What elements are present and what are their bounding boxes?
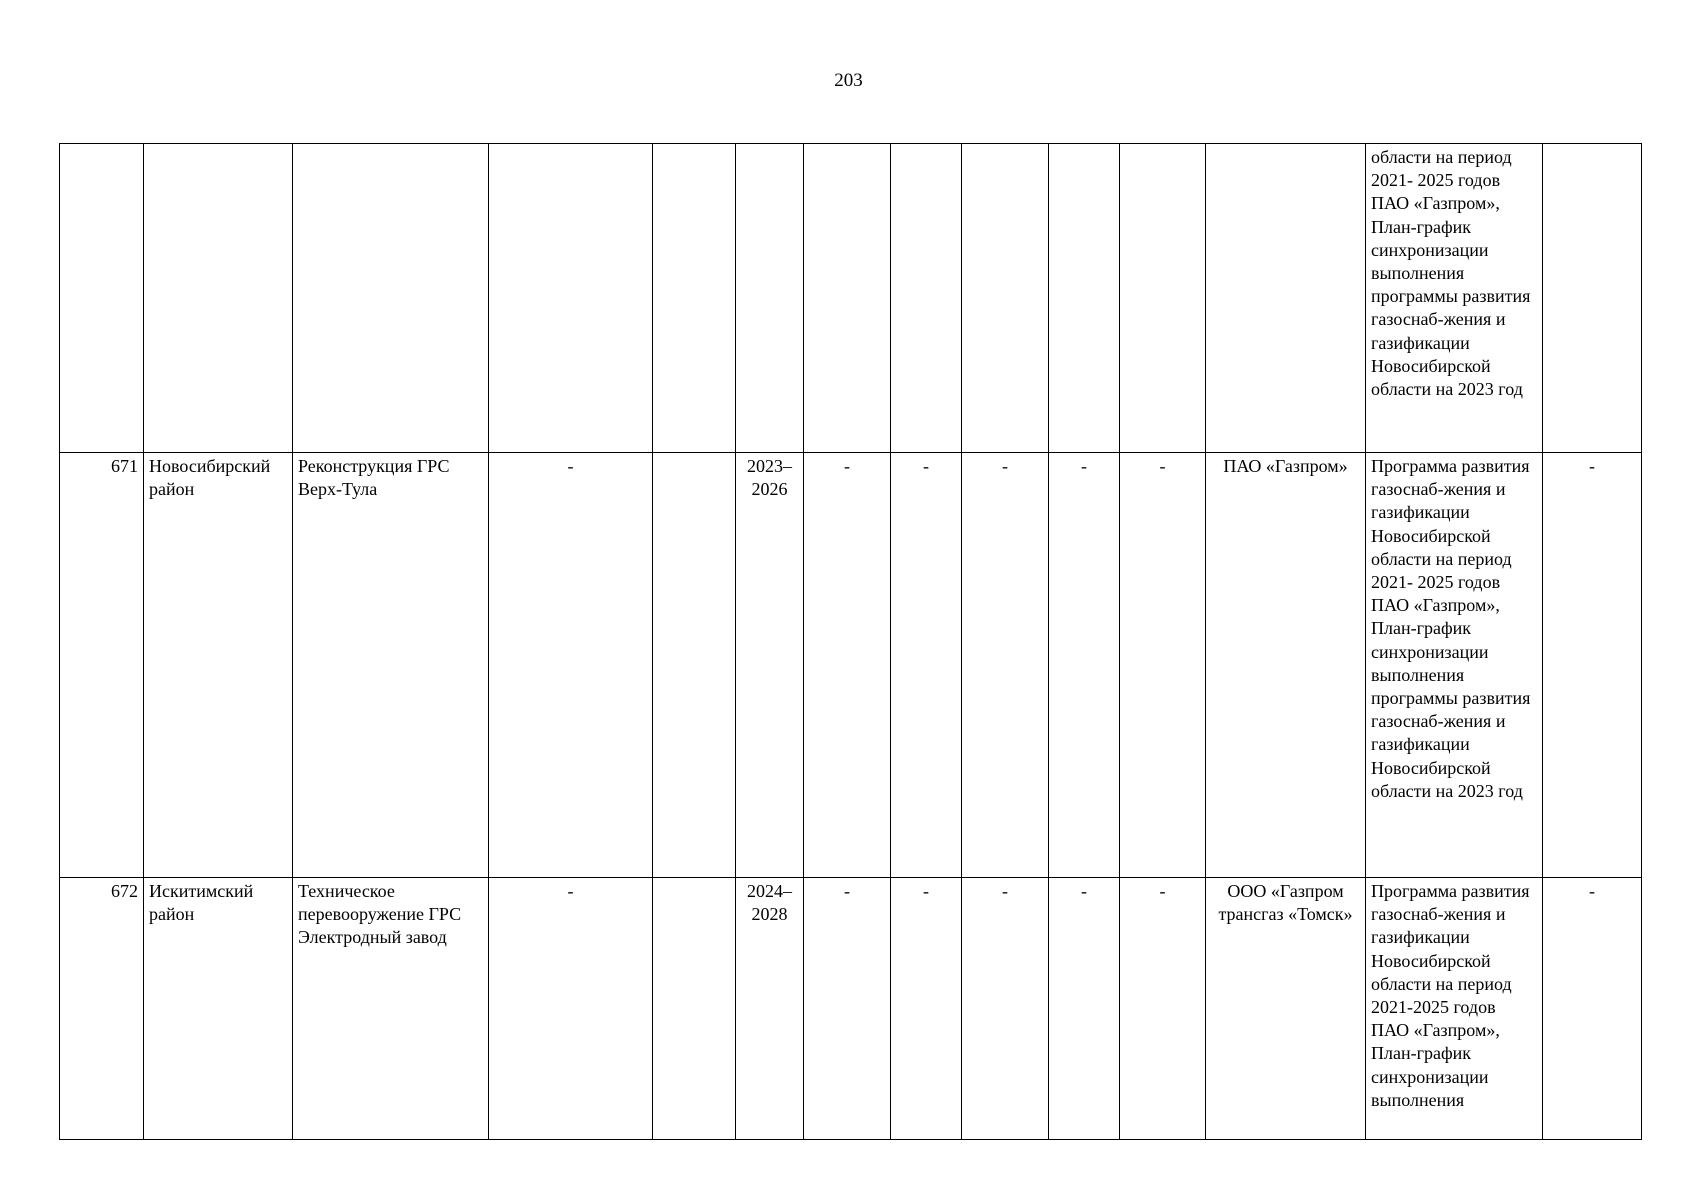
page-number: 203 <box>834 70 863 91</box>
column-11-cell <box>1120 144 1206 453</box>
column-8-cell: - <box>891 453 962 878</box>
objects-table <box>59 143 1642 1140</box>
object-cell: Техническое перевооружение ГРС Электродный завод <box>293 878 489 1140</box>
years-cell <box>736 144 804 453</box>
column-5-cell <box>653 878 736 1140</box>
district-cell: Искитимский район <box>144 878 293 1140</box>
column-9-cell: - <box>962 878 1049 1140</box>
column-8-cell: - <box>891 878 962 1140</box>
column-11-cell: - <box>1120 878 1206 1140</box>
column-14-cell: - <box>1543 453 1642 878</box>
column-11-cell: - <box>1120 453 1206 878</box>
years-cell: 2024–2028 <box>736 878 804 1140</box>
organization-cell: ООО «Газпром трансгаз «Томск» <box>1206 878 1366 1140</box>
basis-cell: Программа развития газоснаб-жения и газификации Новосибирской области на период 2021-2025 годов ПАО «Газпром», План-график синхронизации выполнения <box>1366 878 1543 1140</box>
column-4-cell: - <box>489 878 653 1140</box>
object-cell: Реконструкция ГРС Верх-Тула <box>293 453 489 878</box>
column-14-cell <box>1543 144 1642 453</box>
column-10-cell <box>1049 144 1120 453</box>
row-number-cell <box>60 144 144 453</box>
row-number-cell: 672 <box>60 878 144 1140</box>
object-cell <box>293 144 489 453</box>
organization-cell: ПАО «Газпром» <box>1206 453 1366 878</box>
column-7-cell <box>804 144 891 453</box>
organization-cell <box>1206 144 1366 453</box>
row-number-cell: 671 <box>60 453 144 878</box>
column-5-cell <box>653 144 736 453</box>
column-9-cell: - <box>962 453 1049 878</box>
basis-cell: Программа развития газоснаб-жения и газификации Новосибирской области на период 2021- 2025 годов ПАО «Газпром», План-график синхронизации выполнения программы развития газоснаб-жения и газификации Новосибирской области на 2023 год <box>1366 453 1543 878</box>
column-9-cell <box>962 144 1049 453</box>
column-5-cell <box>653 453 736 878</box>
table-row <box>60 144 1642 453</box>
basis-cell: области на период 2021- 2025 годов ПАО «Газпром», План-график синхронизации выполнения программы развития газоснаб-жения и газификации Новосибирской области на 2023 год <box>1366 144 1543 453</box>
table-row <box>60 878 1642 1140</box>
district-cell <box>144 144 293 453</box>
column-4-cell <box>489 144 653 453</box>
district-cell: Новосибирский район <box>144 453 293 878</box>
column-7-cell: - <box>804 878 891 1140</box>
column-10-cell: - <box>1049 878 1120 1140</box>
column-10-cell: - <box>1049 453 1120 878</box>
column-4-cell: - <box>489 453 653 878</box>
table-row <box>60 453 1642 878</box>
column-7-cell: - <box>804 453 891 878</box>
years-cell: 2023–2026 <box>736 453 804 878</box>
column-14-cell: - <box>1543 878 1642 1140</box>
column-8-cell <box>891 144 962 453</box>
